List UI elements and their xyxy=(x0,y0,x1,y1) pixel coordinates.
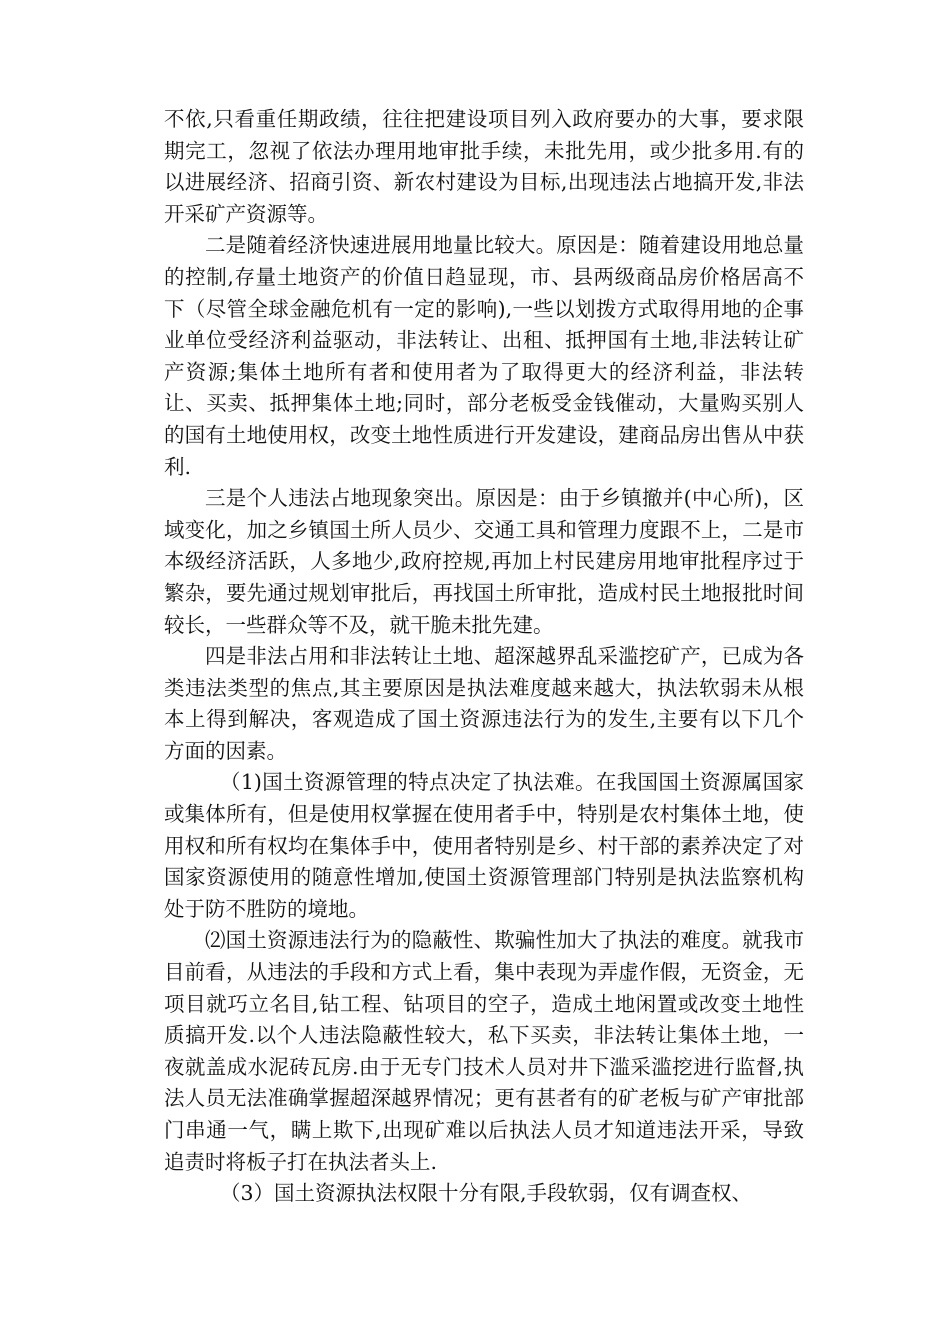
document-body xyxy=(164,104,804,1210)
paragraph-1: 不依,只看重任期政绩，往往把建设项目列入政府要办的大事，要求限期完工，忽视了依法办理用地审批手续，未批先用，或少批多用.有的以进展经济、招商引资、新农村建设为目标,出现违法占地搞开发,非法开采矿产资源等。 xyxy=(164,107,804,226)
paragraph-2: 二是随着经济快速进展用地量比较大。原因是：随着建设用地总量的控制,存量土地资产的价值日趋显现，市、县两级商品房价格居高不下（尽管全球金融危机有一定的影响),一些以划拨方式取得用地的企事业单位受经济利益驱动，非法转让、出租、抵押国有土地,非法转让矿产资源;集体土地所有者和使用者为了取得更大的经济利益，非法转让、买卖、抵押集体土地;同时，部分老板受金钱催动，大量购买别人的国有土地使用权，改变土地性质进行开发建设，建商品房出售从中获利. xyxy=(164,233,804,479)
paragraph-4: 四是非法占用和非法转让土地、超深越界乱采滥挖矿产，已成为各类违法类型的焦点,其主要原因是执法难度越来越大，执法软弱未从根本上得到解决，客观造成了国土资源违法行为的发生,主要有以下几个方面的因素。 xyxy=(164,644,804,763)
paragraph-3: 三是个人违法占地现象突出。原因是：由于乡镇撤并(中心所)，区域变化，加之乡镇国土所人员少、交通工具和管理力度跟不上，二是市本级经济活跃，人多地少,政府控规,再加上村民建房用地审批程序过于繁杂，要先通过规划审批后，再找国土所审批，造成村民土地报批时间较长，一些群众等不及，就干脆未批先建。 xyxy=(164,486,804,637)
paragraph-6: ⑵国土资源违法行为的隐蔽性、欺骗性加大了执法的难度。就我市目前看，从违法的手段和方式上看，集中表现为弄虚作假，无资金，无项目就巧立名目,钻工程、钻项目的空子，造成土地闲置或改变土地性质搞开发.以个人违法隐蔽性较大，私下买卖，非法转让集体土地，一夜就盖成水泥砖瓦房.由于无专门技术人员对井下滥采滥挖进行监督,执法人员无法准确掌握超深越界情况；更有甚者有的矿老板与矿产审批部门串通一气，瞒上欺下,出现矿难以后执法人员才知道违法开采，导致追责时将板子打在执法者头上. xyxy=(164,928,804,1174)
paragraph-7: （3）国土资源执法权限十分有限,手段软弱，仅有调查权、 xyxy=(220,1181,753,1206)
paragraph-5: （1)国土资源管理的特点决定了执法难。在我国国土资源属国家或集体所有，但是使用权掌握在使用者手中，特别是农村集体土地，使用权和所有权均在集体手中，使用者特别是乡、村干部的素养决定了对国家资源使用的随意性增加,使国土资源管理部门特别是执法监察机构处于防不胜防的境地。 xyxy=(164,770,804,921)
